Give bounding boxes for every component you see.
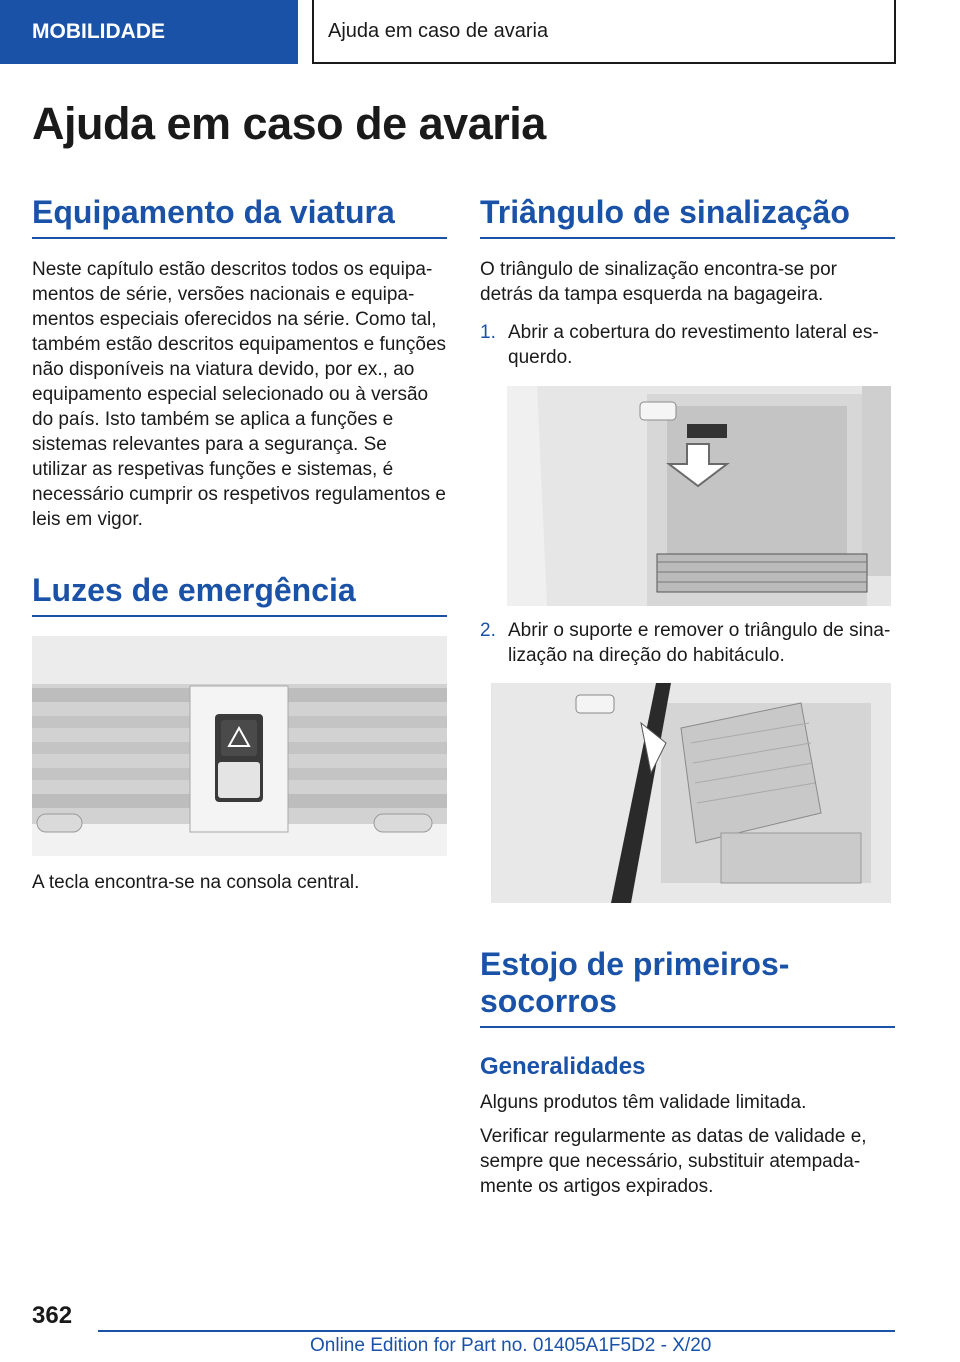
- chapter-label: Ajuda em caso de avaria: [328, 19, 549, 42]
- chapter-header: [312, 0, 896, 64]
- step-2-number: 2.: [480, 620, 496, 641]
- equipamento-body: Neste capítulo estão descritos todos os equipamentos de série, versões nacionais e equipamentos especiais oferecidos na série. Como tal, também estão descritos equipamentos e funções não disponíveis na viatura devido, por ex., ao equipamento especial selecionado ou à versão do país. Isto também se aplica a funções e sistemas relevantes para a segurança. Se utilizar as respetivas funções e sistemas, é necessário cumprir os respetivos regulamentos e leis em vigor.: [32, 259, 447, 530]
- step-1-number: 1.: [480, 322, 496, 343]
- page-title: Ajuda em caso de avaria: [32, 98, 546, 149]
- luzes-caption: A tecla encontra-se na consola central.: [32, 872, 360, 893]
- estojo-p1: Alguns produtos têm validade limitada.: [480, 1092, 807, 1113]
- estojo-p2: Verificar regularmente as datas de validade e, sempre que necessário, substituir atempadamente os artigos expirados.: [480, 1126, 867, 1197]
- heading-triangulo: Triângulo de sinalização: [480, 194, 895, 239]
- edition-note: Online Edition for Part no. 01405A1F5D2 - X/20: [310, 1335, 712, 1356]
- step-2: [480, 618, 895, 668]
- step-1: [480, 320, 895, 370]
- section-label: MOBILIDADE: [32, 20, 165, 43]
- triangulo-intro: O triângulo de sinalização encontra-se por detrás da tampa esquerda na bagageira.: [480, 259, 837, 305]
- page-number: 362: [32, 1302, 73, 1329]
- heading-equipamento: Equipamento da viatura: [32, 194, 447, 239]
- triangle-removal-figure: [491, 683, 891, 903]
- step-1-text: Abrir a cobertura do revestimento lateral esquerdo.: [508, 322, 879, 368]
- side-cover-figure: [507, 386, 891, 606]
- heading-estojo: Estojo de primeiros-socorros: [480, 946, 895, 1028]
- heading-luzes: Luzes de emergência: [32, 572, 447, 617]
- step-2-text: Abrir o suporte e remover o triângulo de sinalização na direção do habitáculo.: [508, 620, 891, 666]
- section-tab: [0, 0, 298, 64]
- hazard-button-figure: [32, 636, 447, 856]
- footer-divider: [98, 1330, 895, 1332]
- subheading-generalidades: Generalidades: [480, 1053, 646, 1080]
